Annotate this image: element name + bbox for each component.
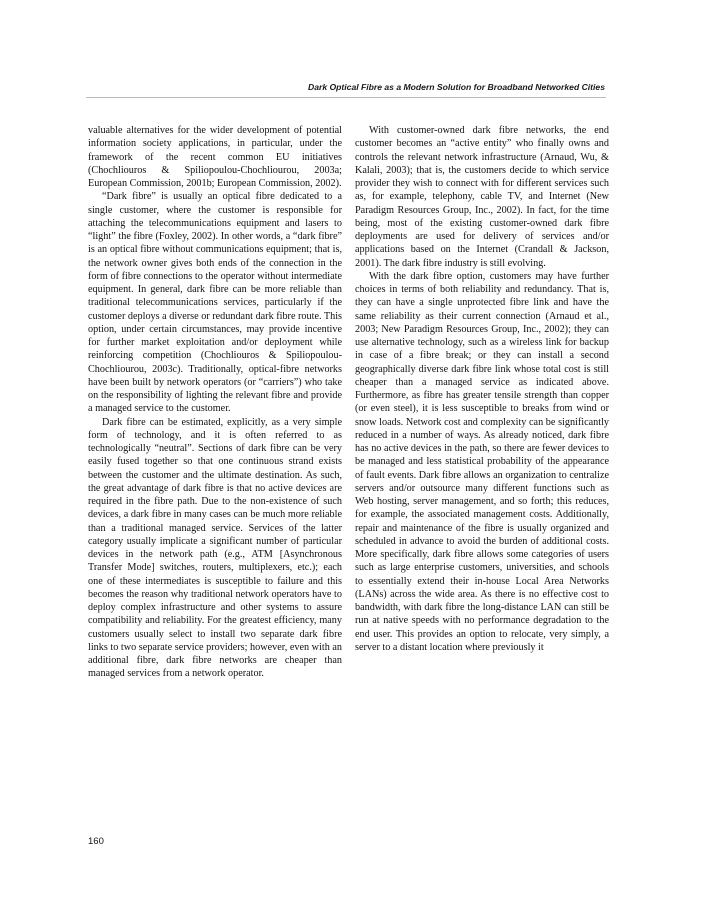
paragraph: “Dark fibre” is usually an optical fibre dedicated to a single customer, where the customer is responsible for attaching the telecommunications equipment and lasers to “light” the fibre (Foxley, 2002). In other words, a “dark fibre” is an optical fibre without communications equipment; that is, the network owner gives both ends of the connection in the form of fibre connections to the operator without intermediate equipment. In general, dark fibre can be more reliable than traditional telecommunications services, particularly if the customer deploys a diverse or redundant dark fibre route. This option, under certain circumstances, may provide incentive for further market exploitation and/or deployment while reinforcing competition (Chochliouros & Spiliopoulou-Chochliourou, 2003c). Traditionally, optical-fibre networks have been built by network operators (or “carriers”) who take on the responsibility of lighting the relevant fibre and provide a managed service to the customer. bbox=[88, 191, 342, 415]
paragraph: Dark fibre can be estimated, explicitly, as a very simple form of technology, and it is often referred to as technologically “neutral”. Sections of dark fibre can be very easily fused together so that one continuous strand exists between the customer and the ultimate destination. As such, the great advantage of dark fibre is that no active devices are required in the fibre path. Due to the non-existence of such devices, a dark fibre in many cases can be much more reliable than a traditional managed service. Services of the latter category usually implicate a significant number of particular devices in the network path (e.g., ATM [Asynchronous Transfer Mode] switches, routers, multiplexers, etc.); each one of these intermediates is susceptible to failure and this becomes the reason why traditional network operators have to deploy complex infrastructure and other systems to assure compatibility and reliability. For the greatest efficiency, many customers usually select to install two separate dark fibre links to two separate service providers; however, even with an additional fibre, dark fibre networks are cheaper than managed services from a network operator. bbox=[88, 416, 342, 680]
paragraph: valuable alternatives for the wider development of potential information society applications, in particular, under the framework of the recent common EU initiatives (Chochliouros & Spiliopoulou-Chochliourou, 2003a; European Commission, 2001b; European Commission, 2002). bbox=[88, 125, 342, 189]
page-number: 160 bbox=[88, 836, 104, 847]
paragraph: With customer-owned dark fibre networks, the end customer becomes an “active entity” who finally owns and controls the relevant network infrastructure (Arnaud, Wu, & Kalali, 2003); that is, the customers decide to which service provider they wish to connect with for different services such as, for example, telephony, cable TV, and Internet (New Paradigm Resources Group, Inc., 2002). In fact, for the time being, most of the existing customer-owned dark fibre deployments are used for delivery of services and/or applications based on the Internet (Crandall & Jackson, 2001). The dark fibre industry is still evolving. bbox=[355, 125, 609, 269]
running-header: Dark Optical Fibre as a Modern Solution for Broadband Networked Cities bbox=[307, 82, 605, 92]
left-column bbox=[88, 124, 342, 681]
header-rule bbox=[86, 97, 606, 98]
paragraph: With the dark fibre option, customers may have further choices in terms of both reliability and redundancy. That is, they can have a single unprotected fibre link and have the same reliability as their current connection (Arnaud et al., 2003; New Paradigm Resources Group, Inc., 2002); they can use alternative technology, such as a wireless link for backup in case of a fibre break; or they can install a second geographically diverse dark fibre link whose total cost is still cheaper than a managed service as indicated above. Furthermore, as fibre has greater tensile strength than copper (or even steel), it is less susceptible to breaks from wind or snow loads. Network cost and complexity can be significantly reduced in a number of ways. As already noticed, dark fibre has no active devices in the path, so there are fewer devices to be managed and less statistical probability of the appearance of fault events. Dark fibre allows an organization to centralize servers and/or outsource many different functions such as Web hosting, server management, and so forth; this reduces, for example, the associated management costs. Additionally, repair and maintenance of the fibre is usually organized and scheduled in advance to avoid the burden of additional costs. More specifically, dark fibre allows some categories of users such as large enterprise customers, universities, and schools to essentially extend their in-house Local Area Networks (LANs) across the wide area. As there is no effective cost to bandwidth, with dark fibre the long-distance LAN can still be run at native speeds with no performance degradation to the end user. This provides an option to relocate, very simply, a server to a distant location where previously it bbox=[355, 270, 609, 653]
right-column bbox=[355, 124, 609, 654]
